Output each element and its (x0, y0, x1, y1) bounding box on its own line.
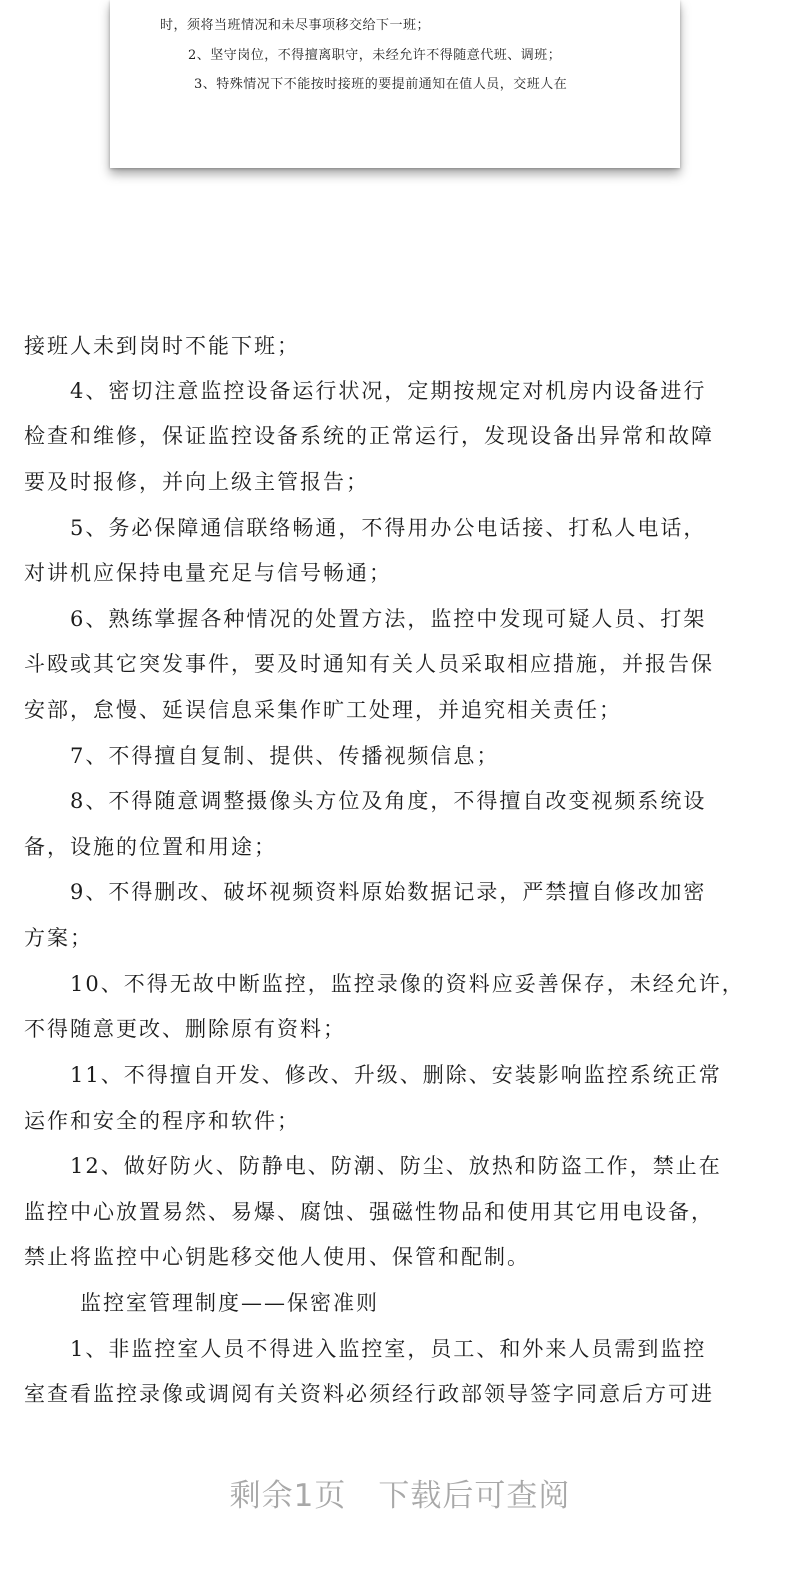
remaining-pages-label: 剩余1页 (229, 1478, 347, 1514)
doc-line: 运作和安全的程序和软件； (24, 1109, 300, 1133)
doc-line: 4、密切注意监控设备运行状况，定期按规定对机房内设备进行 (70, 379, 707, 403)
doc-line: 要及时报修，并向上级主管报告； (24, 470, 369, 494)
doc-line: 接班人未到岗时不能下班； (24, 334, 300, 358)
doc-line: 检查和维修，保证监控设备系统的正常运行，发现设备出异常和故障 (24, 424, 714, 448)
doc-line: 不得随意更改、删除原有资料； (24, 1017, 346, 1041)
doc-line: 10、不得无故中断监控，监控录像的资料应妥善保存，未经允许， (70, 972, 745, 996)
download-prompt-button[interactable] (0, 1470, 800, 1515)
doc-line: 5、务必保障通信联络畅通，不得用办公电话接、打私人电话， (70, 516, 707, 540)
doc-line: 7、不得擅自复制、提供、传播视频信息； (70, 744, 500, 768)
page-preview-card (110, 0, 680, 168)
doc-line: 6、熟练掌握各种情况的处置方法，监控中发现可疑人员、打架 (70, 607, 707, 631)
doc-line: 对讲机应保持电量充足与信号畅通； (24, 561, 392, 585)
download-to-view-label: 下载后可查阅 (378, 1478, 571, 1514)
doc-line: 8、不得随意调整摄像头方位及角度，不得擅自改变视频系统设 (70, 789, 707, 813)
section-title: 监控室管理制度——保密准则 (80, 1291, 379, 1315)
doc-line: 方案； (24, 926, 93, 950)
doc-line: 监控中心放置易然、易爆、腐蚀、强磁性物品和使用其它用电设备， (24, 1200, 714, 1224)
preview-line: 2、坚守岗位，不得擅离职守，未经允许不得随意代班、调班； (188, 48, 562, 63)
doc-line: 禁止将监控中心钥匙移交他人使用、保管和配制。 (24, 1245, 530, 1269)
doc-line: 备，设施的位置和用途； (24, 835, 277, 859)
doc-line: 1、非监控室人员不得进入监控室，员工、和外来人员需到监控 (70, 1337, 707, 1361)
doc-line: 斗殴或其它突发事件，要及时通知有关人员采取相应措施，并报告保 (24, 652, 714, 676)
preview-line: 3、特殊情况下不能按时接班的要提前通知在值人员，交班人在 (194, 77, 568, 92)
doc-line: 11、不得擅自开发、修改、升级、删除、安装影响监控系统正常 (70, 1063, 722, 1087)
preview-line: 时，须将当班情况和未尽事项移交给下一班； (160, 18, 431, 33)
doc-line: 安部，怠慢、延误信息采集作旷工处理，并追究相关责任； (24, 698, 622, 722)
doc-line: 9、不得删改、破坏视频资料原始数据记录，严禁擅自修改加密 (70, 880, 707, 904)
doc-line: 12、做好防火、防静电、防潮、防尘、放热和防盗工作，禁止在 (70, 1154, 722, 1178)
doc-line: 室查看监控录像或调阅有关资料必须经行政部领导签字同意后方可进 (24, 1382, 714, 1406)
